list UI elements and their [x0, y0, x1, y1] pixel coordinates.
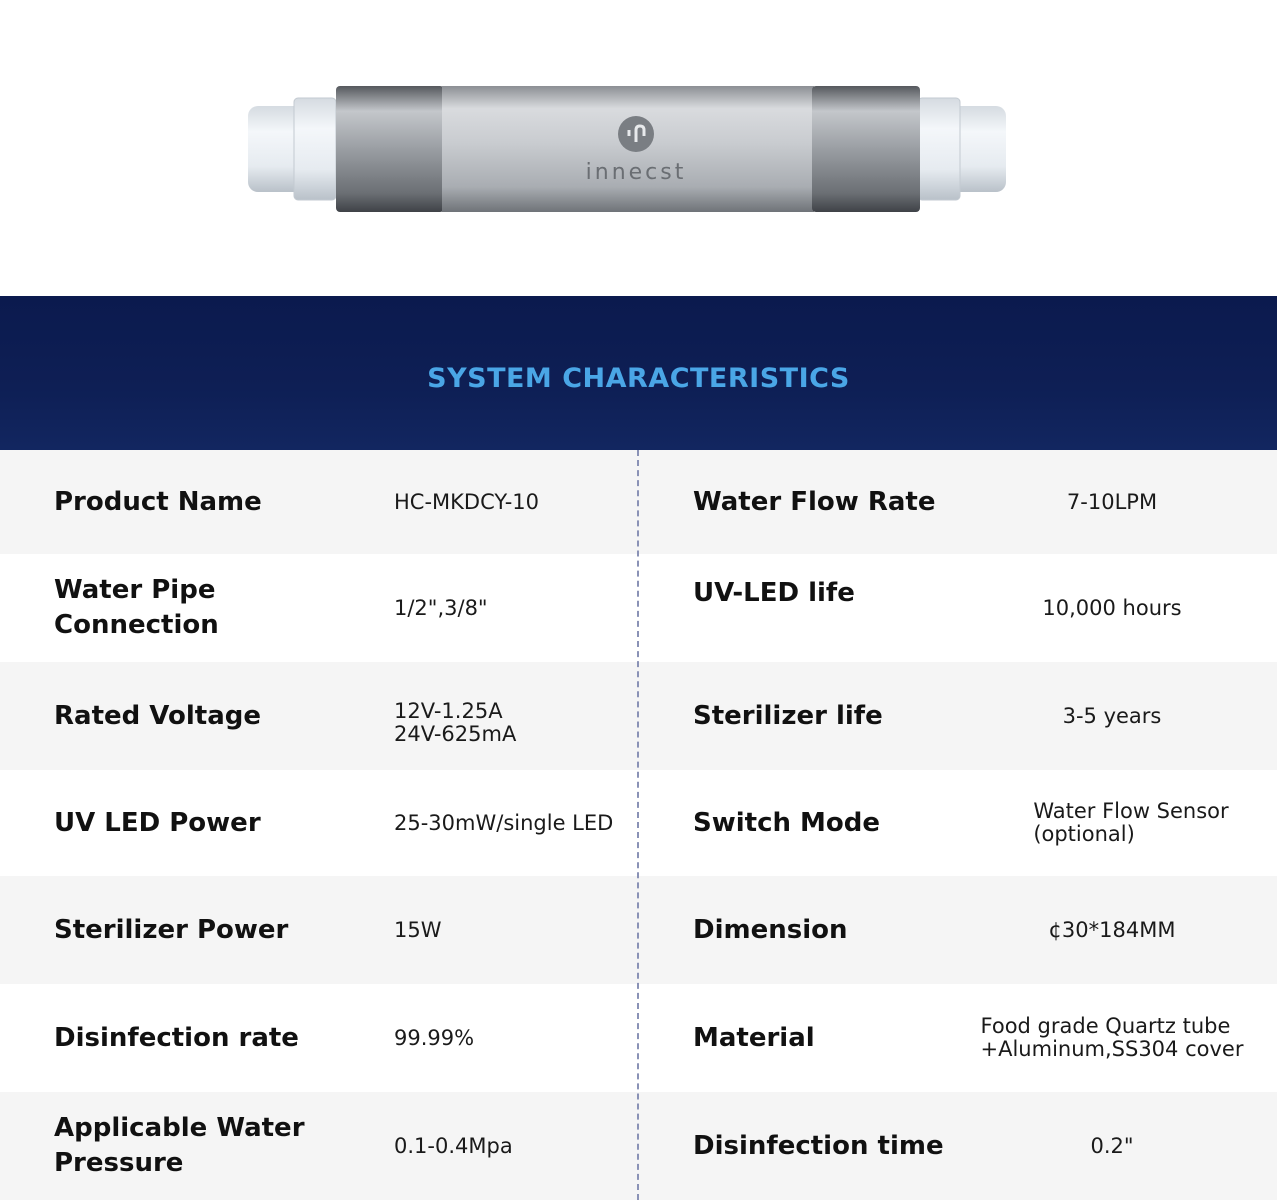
- spec-label: Sterilizer Power: [54, 914, 289, 945]
- spec-value: Water Flow Sensor (optional): [1033, 799, 1229, 846]
- spec-value: 25-30mW/single LED: [394, 810, 614, 835]
- brand-logo-text: innecst: [585, 160, 687, 185]
- spec-value: 12V-1.25A 24V-625mA: [394, 699, 517, 746]
- specs-table: [0, 450, 1277, 1200]
- column-divider: [637, 450, 639, 1200]
- spec-value: 0.1-0.4Mpa: [394, 1133, 513, 1158]
- spec-value: 1/2",3/8": [394, 595, 488, 620]
- spec-label: Disinfection time: [693, 1130, 944, 1161]
- spec-value: 0.2": [1090, 1133, 1134, 1158]
- spec-label: UV-LED life: [693, 578, 855, 608]
- spec-label: Sterilizer life: [693, 700, 883, 731]
- spec-label: Switch Mode: [693, 807, 881, 838]
- spec-label: Water Pipe Connection: [54, 575, 219, 640]
- spec-value: HC-MKDCY-10: [394, 489, 540, 514]
- spec-label: Disinfection rate: [54, 1022, 299, 1053]
- section-banner: [0, 296, 1277, 450]
- uv-sterilizer-device-image: [248, 84, 1006, 214]
- spec-label: Material: [693, 1022, 815, 1053]
- section-title: SYSTEM CHARACTERISTICS: [427, 362, 850, 394]
- spec-value: 3-5 years: [1062, 703, 1162, 728]
- spec-label: Applicable Water Pressure: [54, 1113, 305, 1178]
- spec-label: Rated Voltage: [54, 700, 261, 731]
- product-image-area: [0, 0, 1277, 296]
- spec-value: 10,000 hours: [1042, 595, 1182, 620]
- spec-value: Food grade Quartz tube +Aluminum,SS304 cover: [980, 1014, 1244, 1061]
- spec-value: 99.99%: [394, 1025, 475, 1050]
- spec-label: Product Name: [54, 486, 262, 517]
- spec-label: UV LED Power: [54, 807, 261, 838]
- spec-value: ¢30*184MM: [1048, 917, 1176, 942]
- spec-label: Water Flow Rate: [693, 486, 936, 517]
- spec-label: Dimension: [693, 914, 848, 945]
- spec-value: 7-10LPM: [1066, 489, 1158, 514]
- spec-value: 15W: [394, 917, 442, 942]
